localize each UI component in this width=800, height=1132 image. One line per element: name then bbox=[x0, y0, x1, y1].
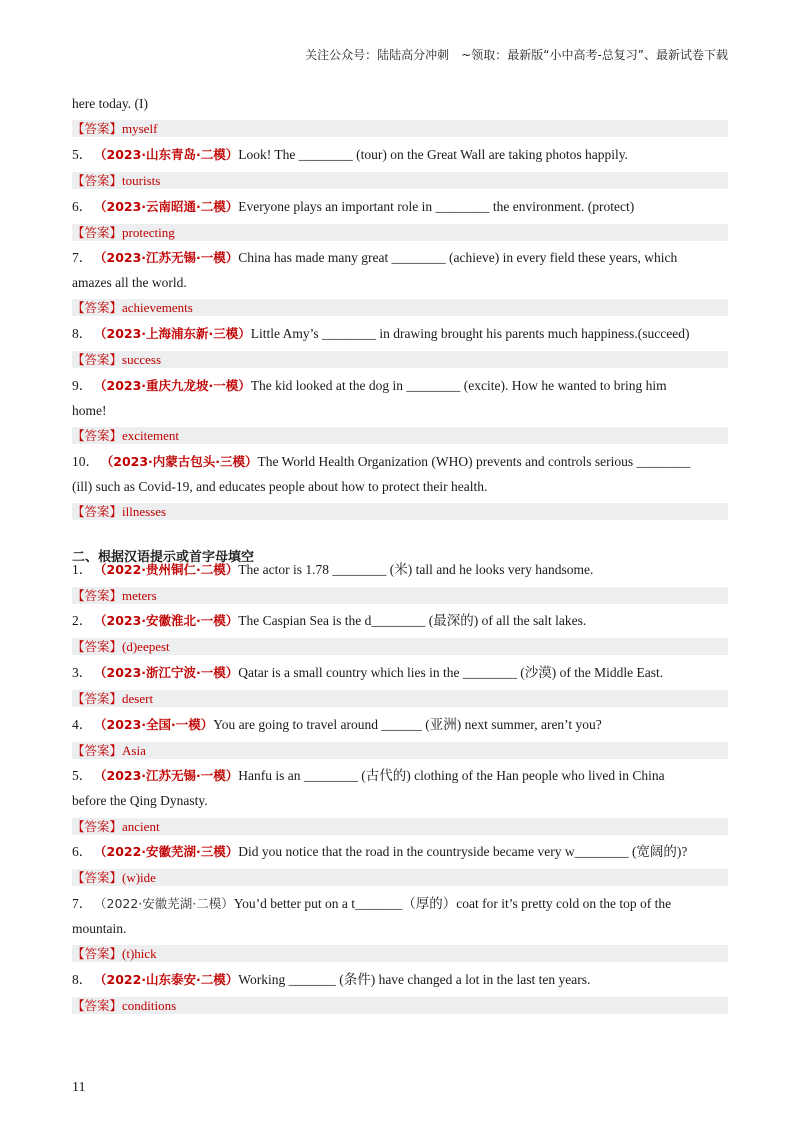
answer-row bbox=[72, 120, 728, 137]
question-item bbox=[72, 971, 728, 989]
answer-row bbox=[72, 818, 728, 835]
answer-row bbox=[72, 172, 728, 189]
question-item bbox=[72, 249, 728, 267]
question-source: （2023·山东青岛·二模） bbox=[100, 147, 239, 162]
answer-value: tourists bbox=[122, 173, 161, 188]
answer-row bbox=[72, 299, 728, 316]
answer-value: (w)ide bbox=[122, 870, 156, 885]
question-item bbox=[72, 895, 728, 913]
answer-row bbox=[72, 690, 728, 707]
answer-value: (t)hick bbox=[122, 946, 157, 961]
question-source: （2023·全国·一模） bbox=[100, 717, 214, 732]
question-text-cont: before the Qing Dynasty. bbox=[72, 793, 208, 808]
answer-label: 【答案】 bbox=[72, 870, 123, 885]
answer-row bbox=[72, 503, 728, 520]
question-number: 6． bbox=[72, 199, 93, 214]
question-text: China has made many great ________ (achieve) in every field these years, which bbox=[238, 250, 678, 265]
page-header: 关注公众号：陆陆高分冲刺 ~领取：最新版“小中高考-总复习”、最新试卷下载 bbox=[305, 48, 728, 62]
question-number: 8． bbox=[72, 972, 93, 987]
answer-row bbox=[72, 869, 728, 886]
question-number: 7． bbox=[72, 250, 93, 265]
question-source: （2022·贵州铜仁·二模） bbox=[100, 562, 239, 577]
page-number: 11 bbox=[72, 1080, 86, 1095]
answer-label: 【答案】 bbox=[72, 121, 123, 136]
question-item bbox=[72, 767, 728, 785]
question-source: （2023·内蒙古包头·三模） bbox=[107, 454, 258, 469]
question-item bbox=[72, 664, 728, 682]
answer-row bbox=[72, 945, 728, 962]
answer-label: 【答案】 bbox=[72, 428, 123, 443]
question-text: Working _______ (条件) have changed a lot in the last ten years. bbox=[238, 972, 591, 987]
question-source: （2023·江苏无锡·一模） bbox=[100, 250, 239, 265]
question-text: You are going to travel around ______ (亚洲) next summer, aren’t you? bbox=[213, 717, 602, 732]
question-text: Qatar is a small country which lies in the ________ (沙漠) of the Middle East. bbox=[238, 665, 664, 680]
answer-label: 【答案】 bbox=[72, 946, 123, 961]
question-text: The Caspian Sea is the d________ (最深的) of all the salt lakes. bbox=[238, 613, 587, 628]
question-source: （2022·山东泰安·二模） bbox=[100, 972, 239, 987]
question-source: （2023·安徽淮北·一模） bbox=[100, 613, 239, 628]
question-text: The World Health Organization (WHO) prevents and controls serious ________ bbox=[257, 454, 691, 469]
answer-row bbox=[72, 742, 728, 759]
question-item bbox=[72, 843, 728, 861]
answer-value: meters bbox=[122, 588, 157, 603]
question-text-cont: home! bbox=[72, 403, 107, 418]
question-number: 7． bbox=[72, 896, 93, 911]
question-text: Little Amy’s ________ in drawing brought his parents much happiness.(succeed) bbox=[250, 326, 690, 341]
section-title: 二、根据汉语提示或首字母填空 bbox=[72, 550, 255, 565]
question-item bbox=[72, 716, 728, 734]
question-number: 4． bbox=[72, 717, 93, 732]
answer-label: 【答案】 bbox=[72, 819, 123, 834]
question-source: （2023·浙江宁波·一模） bbox=[100, 665, 239, 680]
question-text: Look! The ________ (tour) on the Great Wall are taking photos happily. bbox=[238, 147, 628, 162]
question-number: 2． bbox=[72, 613, 93, 628]
question-text-cont: mountain. bbox=[72, 921, 127, 936]
question-text: You’d better put on a t_______（厚的）coat for it’s pretty cold on the top of the bbox=[233, 896, 672, 911]
question-item bbox=[72, 561, 728, 579]
question-text: Did you notice that the road in the countryside became very w________ (宽阔的)? bbox=[238, 844, 688, 859]
question-source: （2023·重庆九龙坡·一模） bbox=[100, 378, 251, 393]
question-text: The actor is 1.78 ________ (米) tall and he looks very handsome. bbox=[238, 562, 594, 577]
answer-label: 【答案】 bbox=[72, 639, 123, 654]
answer-row bbox=[72, 638, 728, 655]
question-number: 6． bbox=[72, 844, 93, 859]
answer-value: Asia bbox=[122, 743, 146, 758]
question-item bbox=[72, 146, 728, 164]
question-source: （2022·安徽芜湖·二模） bbox=[100, 896, 234, 911]
question-number: 1． bbox=[72, 562, 93, 577]
answer-value: conditions bbox=[122, 998, 177, 1013]
answer-label: 【答案】 bbox=[72, 352, 123, 367]
answer-label: 【答案】 bbox=[72, 588, 123, 603]
answer-value: desert bbox=[122, 691, 154, 706]
answer-value: myself bbox=[122, 121, 158, 136]
answer-row bbox=[72, 427, 728, 444]
answer-label: 【答案】 bbox=[72, 225, 123, 240]
question-source: （2023·上海浦东新·三模） bbox=[100, 326, 251, 341]
question-text-cont: amazes all the world. bbox=[72, 275, 187, 290]
question-item bbox=[72, 612, 728, 630]
answer-value: (d)eepest bbox=[122, 639, 170, 654]
question-text-cont: (ill) such as Covid-19, and educates people about how to protect their health. bbox=[72, 479, 488, 494]
question-source: （2023·江苏无锡·一模） bbox=[100, 768, 239, 783]
answer-value: protecting bbox=[122, 225, 175, 240]
answer-row bbox=[72, 997, 728, 1014]
answer-value: ancient bbox=[122, 819, 160, 834]
carry-over-line: here today. (I) bbox=[72, 96, 148, 111]
question-text: Everyone plays an important role in ________ the environment. (protect) bbox=[238, 199, 635, 214]
answer-value: achievements bbox=[122, 300, 193, 315]
question-number: 5． bbox=[72, 768, 93, 783]
answer-row bbox=[72, 224, 728, 241]
question-source: （2022·安徽芜湖·三模） bbox=[100, 844, 239, 859]
question-number: 3． bbox=[72, 665, 93, 680]
question-source: （2023·云南昭通·二模） bbox=[100, 199, 239, 214]
answer-label: 【答案】 bbox=[72, 173, 123, 188]
question-item bbox=[72, 377, 728, 395]
question-item bbox=[72, 198, 728, 216]
answer-label: 【答案】 bbox=[72, 691, 123, 706]
answer-value: success bbox=[122, 352, 162, 367]
answer-row bbox=[72, 351, 728, 368]
question-number: 9． bbox=[72, 378, 93, 393]
question-item bbox=[72, 453, 728, 471]
question-text: The kid looked at the dog in ________ (excite). How he wanted to bring him bbox=[250, 378, 667, 393]
answer-label: 【答案】 bbox=[72, 743, 123, 758]
question-number: 5． bbox=[72, 147, 93, 162]
question-number: 10． bbox=[72, 454, 99, 469]
answer-value: illnesses bbox=[122, 504, 167, 519]
question-text: Hanfu is an ________ (古代的) clothing of the Han people who lived in China bbox=[238, 768, 665, 783]
question-number: 8． bbox=[72, 326, 93, 341]
answer-label: 【答案】 bbox=[72, 504, 123, 519]
answer-row bbox=[72, 587, 728, 604]
answer-label: 【答案】 bbox=[72, 998, 123, 1013]
answer-label: 【答案】 bbox=[72, 300, 123, 315]
question-item bbox=[72, 325, 728, 343]
answer-value: excitement bbox=[122, 428, 180, 443]
